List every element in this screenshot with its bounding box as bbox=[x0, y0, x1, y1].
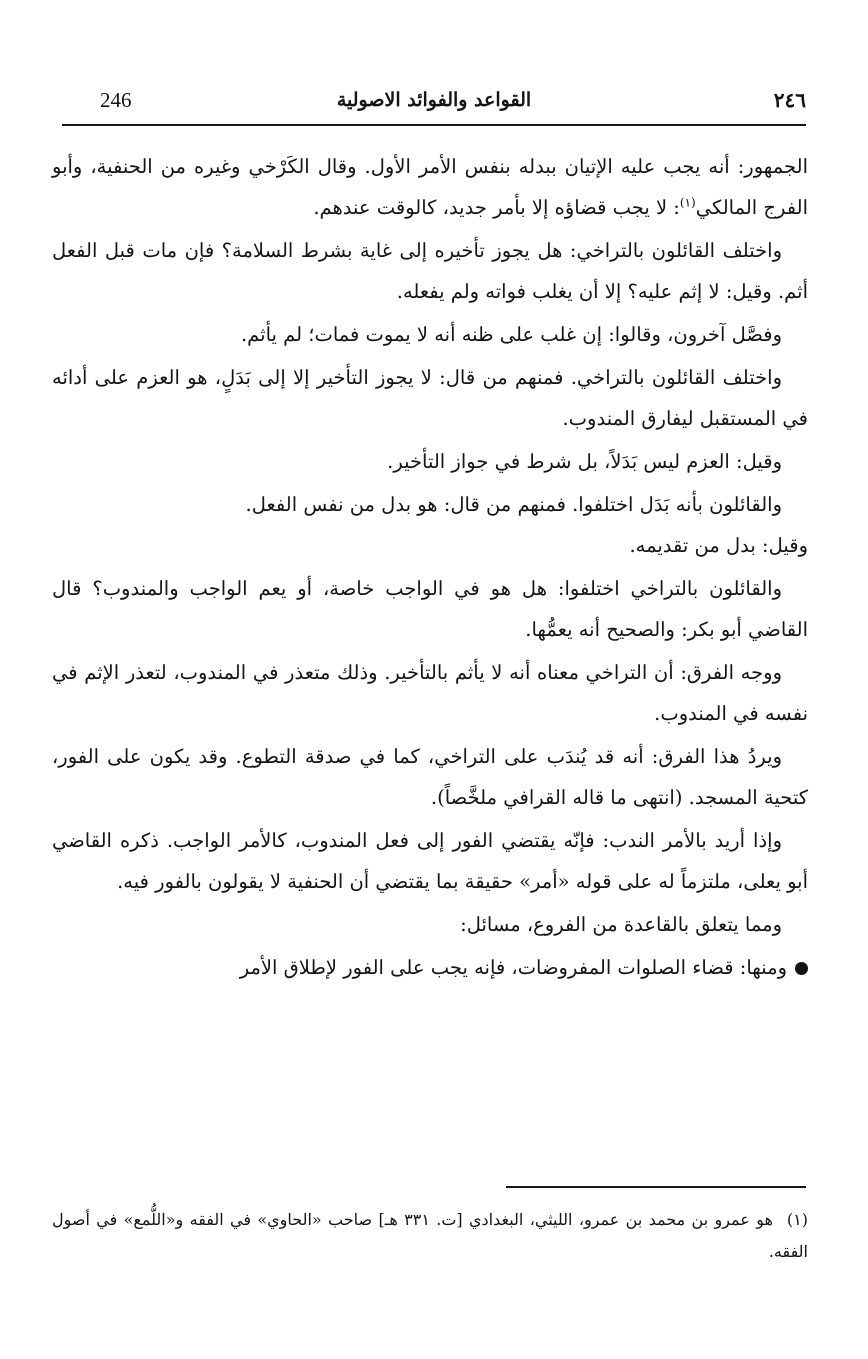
paragraph-13-text: ومنها: قضاء الصلوات المفروضات، فإنه يجب على الفور لإطلاق الأمر bbox=[239, 956, 787, 979]
paragraph-11: وإذا أريد بالأمر الندب: فإنّه يقتضي الفور إلى فعل المندوب، كالأمر الواجب. ذكره القاضي أبو يعلى، ملتزماً له على قوله «أمر» حقيقة بما يقتضي أن الحنفية لا يقولون بالفور فيه. bbox=[52, 829, 808, 893]
paragraph-4: واختلف القائلون بالتراخي. فمنهم من قال: لا يجوز التأخير إلا إلى بَدَلٍ، هو العزم على أدائه في المستقبل ليفارق المندوب. bbox=[52, 366, 808, 430]
paragraph-13 bbox=[52, 947, 808, 988]
paragraph-1-text: الجمهور: أنه يجب عليه الإتيان ببدله بنفس الأمر الأول. وقال الكَرْخي وغيره من الحنفية، وأبو الفرج المالكي bbox=[52, 155, 808, 219]
main-text bbox=[52, 146, 808, 990]
paragraph-5: وقيل: العزم ليس بَدَلاً، بل شرط في جواز التأخير. bbox=[387, 450, 782, 473]
page-header bbox=[62, 88, 806, 126]
paragraph-7: وقيل: بدل من تقديمه. bbox=[629, 534, 808, 557]
footnote bbox=[52, 1204, 808, 1268]
footnote-text: هو عمرو بن محمد بن عمرو، الليثي، البغدادي [ت. ٣٣١ هـ] صاحب «الحاوي» في الفقه و«اللُّمع» في أصول الفقه. bbox=[52, 1210, 808, 1261]
paragraph-1-tail: : لا يجب قضاؤه إلا بأمر جديد، كالوقت عندهم. bbox=[313, 196, 680, 219]
footnote-marker: (١) bbox=[786, 1210, 808, 1229]
footnote-reference: (١) bbox=[679, 195, 696, 210]
paragraph-9: ووجه الفرق: أن التراخي معناه أنه لا يأثم بالتأخير. وذلك متعذر في المندوب، لتعذر الإثم في نفسه في المندوب. bbox=[52, 661, 808, 725]
paragraph-10: ويردُ هذا الفرق: أنه قد يُندَب على التراخي، كما في صدقة التطوع. وقد يكون على الفور، كتحية المسجد. (انتهى ما قاله القرافي ملخَّصاً). bbox=[52, 745, 808, 809]
running-title: القواعد والفوائد الاصولية bbox=[336, 89, 532, 111]
paragraph-8: والقائلون بالتراخي اختلفوا: هل هو في الواجب خاصة، أو يعم الواجب والمندوب؟ قال القاضي أبو بكر: والصحيح أنه يعمُّها. bbox=[52, 577, 808, 641]
paragraph-3: وفصَّل آخرون، وقالوا: إن غلب على ظنه أنه لا يموت فمات؛ لم يأثم. bbox=[240, 323, 782, 346]
page-number-arabic: ٢٤٦ bbox=[773, 88, 806, 112]
paragraph-6: والقائلون بأنه بَدَل اختلفوا. فمنهم من قال: هو بدل من نفس الفعل. bbox=[245, 493, 782, 516]
page-number-latin: 246 bbox=[100, 88, 132, 112]
paragraph-1 bbox=[52, 146, 808, 228]
footnote-separator bbox=[506, 1186, 806, 1188]
bullet-icon bbox=[795, 962, 808, 975]
paragraph-12: ومما يتعلق بالقاعدة من الفروع، مسائل: bbox=[460, 913, 782, 936]
paragraph-2: واختلف القائلون بالتراخي: هل يجوز تأخيره إلى غاية بشرط السلامة؟ فإن مات قبل الفعل أثم. وقيل: لا إثم عليه؟ إلا أن يغلب فواته ولم يفعله. bbox=[52, 239, 808, 303]
